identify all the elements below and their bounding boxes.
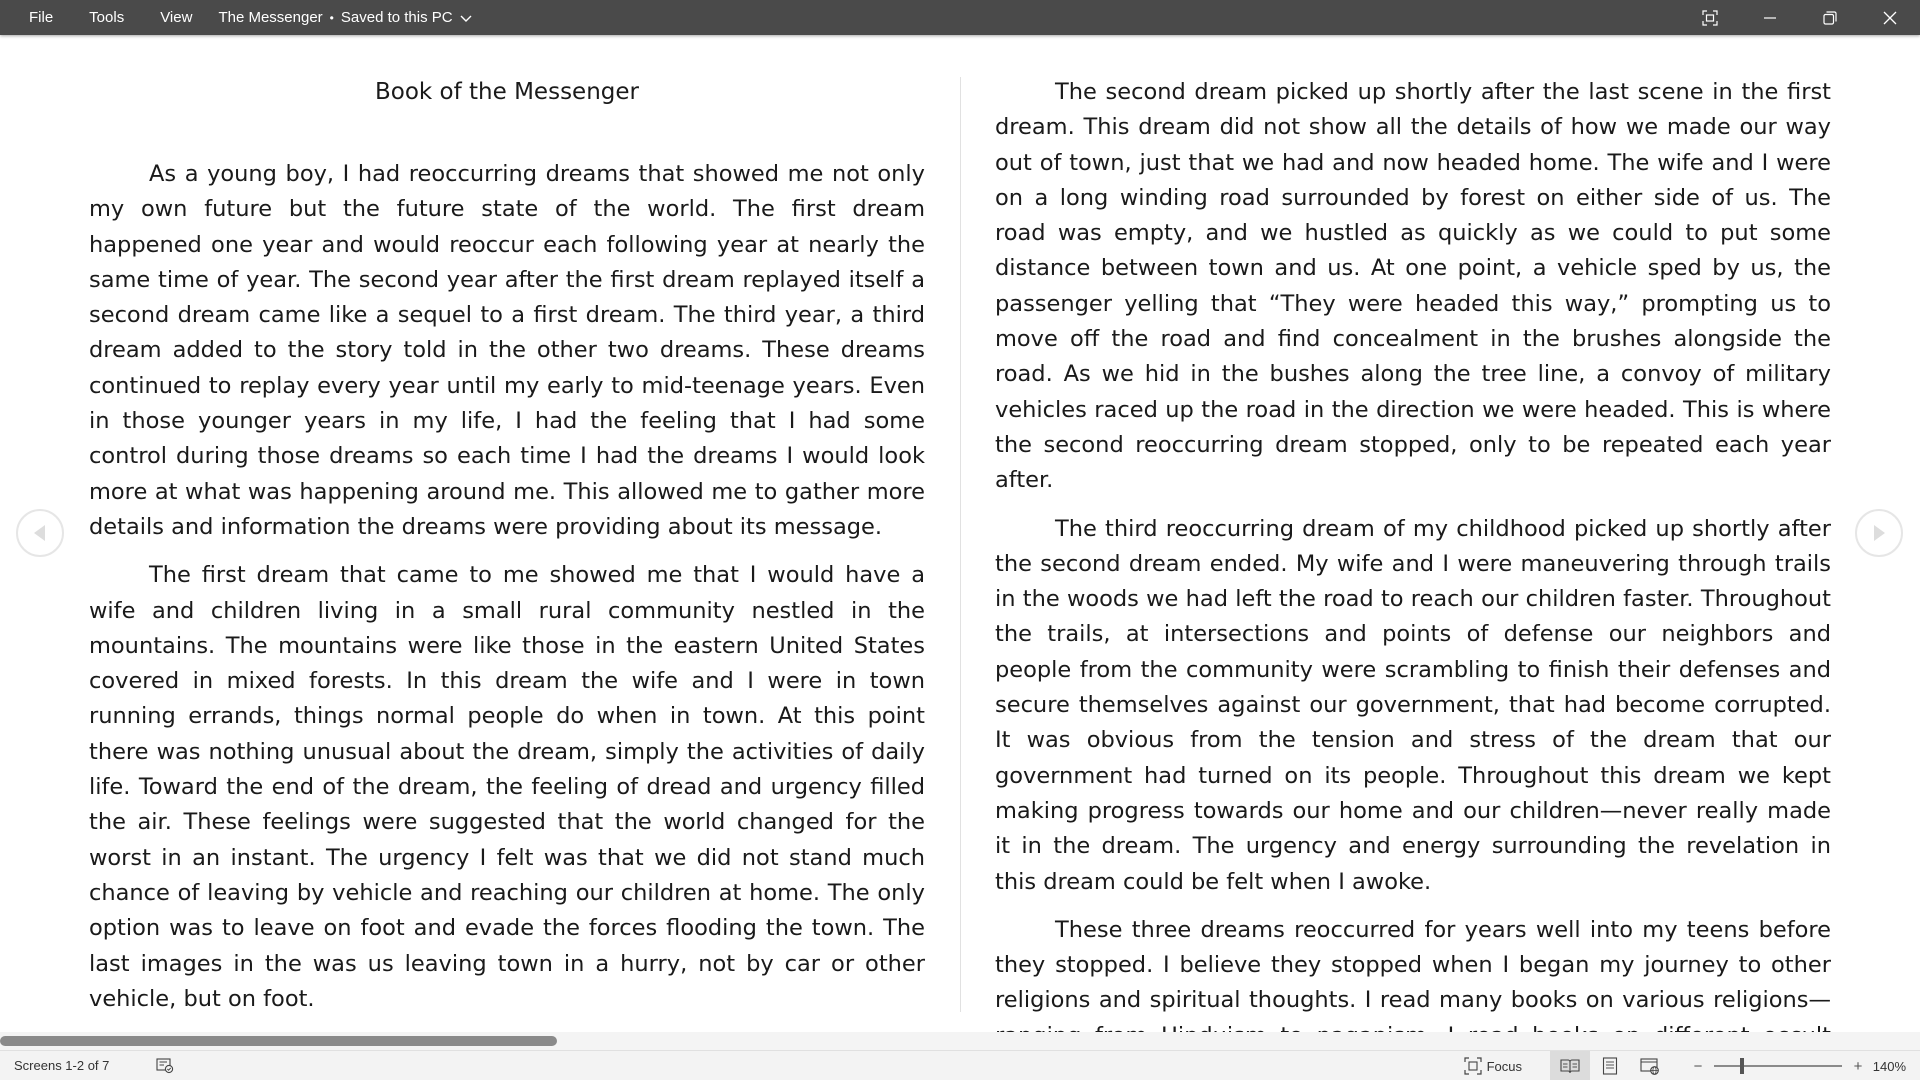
close-icon xyxy=(1882,10,1898,26)
print-layout-icon xyxy=(1602,1057,1618,1075)
scrollbar-thumb[interactable] xyxy=(0,1036,557,1046)
left-page xyxy=(89,75,925,1030)
screen-count: Screens 1-2 of 7 xyxy=(14,1058,110,1073)
zoom-slider-thumb[interactable] xyxy=(1740,1058,1744,1074)
paragraph: The first dream that came to me showed me that I would have a wife and children living in a small rural community nestled in the mountains. The mountains were like those in the eastern United States covered in mixed forests. In this dream the wife and I were in town running errands, things normal people do when in town. At this point there was nothing unusual about the dream, simply the activities of daily life. Toward the end of the dream, the feeling of dread and urgency filled the air. These feelings were suggested that the world changed for the worst in an instant. The urgency I felt was that we did not stand much chance of leaving by vehicle and reaching our children at home. The only option was to leave on foot and evade the forces flooding the town. The last images in the was us leaving town in a hurry, not by car or other vehicle, but on foot. xyxy=(89,562,925,1012)
window-controls xyxy=(1680,0,1920,35)
zoom-control xyxy=(1688,1058,1920,1075)
zoom-in-button[interactable]: + xyxy=(1853,1057,1863,1075)
triangle-right-icon xyxy=(1870,523,1888,543)
read-mode-button[interactable] xyxy=(1550,1051,1590,1080)
minimize-button[interactable] xyxy=(1740,0,1800,35)
previous-screen-button[interactable] xyxy=(16,509,64,557)
right-page xyxy=(995,75,1831,1080)
title-bar xyxy=(0,0,1920,35)
accessibility-check-button[interactable] xyxy=(155,1056,175,1076)
page-divider xyxy=(960,77,961,1012)
next-screen-button[interactable] xyxy=(1855,509,1903,557)
restore-button[interactable] xyxy=(1800,0,1860,35)
minimize-icon xyxy=(1762,10,1778,26)
document-title-button[interactable] xyxy=(218,0,472,35)
menu-tools[interactable]: Tools xyxy=(89,9,125,26)
web-layout-button[interactable] xyxy=(1630,1051,1670,1080)
accessibility-check-icon xyxy=(156,1058,174,1074)
zoom-level[interactable]: 140% xyxy=(1872,1058,1906,1074)
horizontal-scrollbar[interactable] xyxy=(0,1032,1920,1050)
chevron-down-icon xyxy=(459,11,473,25)
menu-view[interactable]: View xyxy=(160,9,193,26)
document-name: The Messenger xyxy=(218,9,323,26)
save-status: Saved to this PC xyxy=(340,9,453,26)
fullscreen-icon xyxy=(1702,10,1718,26)
menu-file[interactable]: File xyxy=(29,9,54,26)
restore-icon xyxy=(1822,10,1838,26)
paragraph: As a young boy, I had reoccurring dreams that showed me not only my own future but the future state of the world. The first dream happened one year and would reoccur each following year at nearly the same time of year. The second year after the first dream replayed itself a second dream came like a sequel to a first dream. The third year, a third dream added to the story told in the other two dreams. These dreams continued to replay every year until my early to mid-teenage years. Even in those younger years in my life, I had the feeling that I had some control during those dreams so each time I had the dreams I would look more at what was happening around me. This allowed me to gather more details and information the dreams were providing about its message. xyxy=(89,161,925,540)
focus-mode-button[interactable] xyxy=(1464,1057,1522,1075)
web-layout-icon xyxy=(1640,1057,1660,1075)
paragraph: The second dream picked up shortly after the last scene in the first dream. This dream did not show all the details of how we made our way out of town, just that we had and now headed home. The wife and I were on a long winding road surrounded by forest on either side of us. The road was empty, and we hustled as quickly as we could to put some distance between town and us. At one point, a vehicle sped by us, the passenger yelling that “They were headed this way,” prompting us to move off the road and find concealment in the brushes alongside the road. As we hid in the bushes along the tree line, a convoy of military vehicles raced up the road in the direction we were headed. This is where the second reoccurring dream stopped, only to be repeated each year after. xyxy=(995,79,1831,494)
triangle-left-icon xyxy=(31,523,49,543)
reading-area xyxy=(0,35,1920,1040)
status-bar xyxy=(0,1050,1920,1080)
title-separator: • xyxy=(329,10,334,25)
paragraph: The third reoccurring dream of my childhood picked up shortly after the second dream ended. My wife and I were maneuvering through trails in the woods we had left the road to reach our children faster. Throughout the trails, at intersections and points of defense our neighbors and people from the community were scrambling to finish their defenses and secure themselves against our government, that had become corrupted. It was obvious from the tension and stress of the dream that our government had turned on its people. Throughout this dream we kept making progress towards our home and our children—never really made it in the dream. The urgency and energy surrounding the revelation in this dream could be felt when I awoke. xyxy=(995,515,1831,895)
print-layout-button[interactable] xyxy=(1590,1051,1630,1080)
zoom-out-button[interactable]: − xyxy=(1693,1057,1703,1075)
book-title: Book of the Messenger xyxy=(375,79,639,105)
focus-label: Focus xyxy=(1486,1058,1522,1074)
close-button[interactable] xyxy=(1860,0,1920,35)
focus-icon xyxy=(1464,1057,1482,1075)
zoom-slider[interactable] xyxy=(1714,1065,1842,1067)
paragraph: These three dreams reoccurred for years well into my teens before they stopped. I believe they stopped when I began my journey to other religions and spiritual thoughts. I read many books on various religions— xyxy=(995,916,1831,1014)
read-mode-icon xyxy=(1560,1058,1580,1074)
fullscreen-button[interactable] xyxy=(1680,0,1740,35)
